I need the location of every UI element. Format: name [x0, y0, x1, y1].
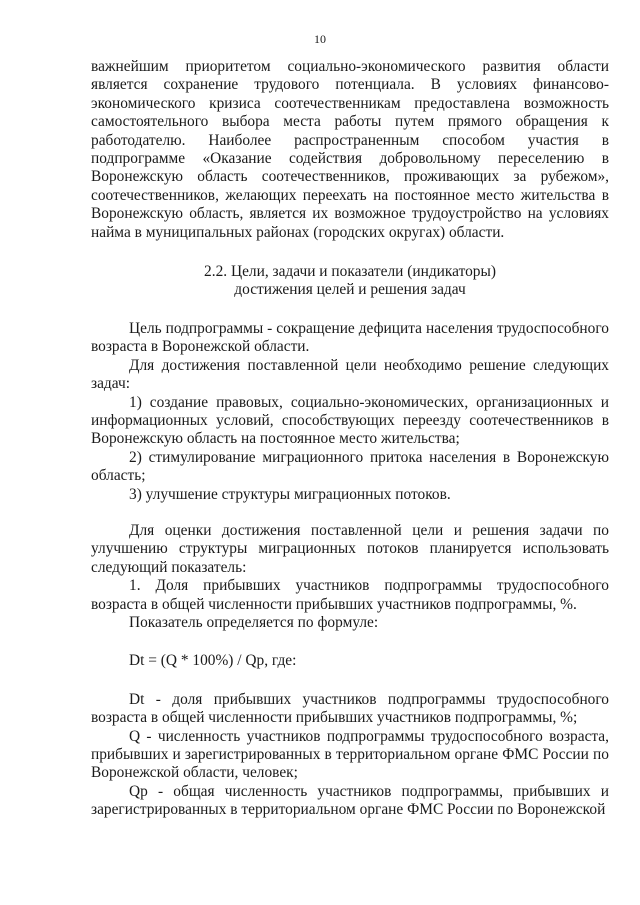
page-number: 10: [314, 32, 326, 46]
paragraph-tasks-intro: Для достижения поставленной цели необходимо решение следующих задач:: [91, 356, 609, 393]
section-heading-line2: достижения целей и решения задач: [234, 281, 466, 299]
section-heading: [91, 263, 609, 300]
paragraph-formula-intro: Показатель определяется по формуле:: [129, 613, 379, 631]
definition-q: Q - численность участников подпрограммы трудоспособного возраста, прибывших и зарегистрированных в территориальном органе ФМС России по Воронежской области, человек;: [91, 727, 609, 782]
document-body: [91, 58, 609, 820]
paragraph-intro: важнейшим приоритетом социально-экономического развития области является сохранение трудового потенциала. В условиях финансово-экономического кризиса соотечественникам предоставлена возможность самостоятельного выбора места работы путем прямого обращения к работодателю. Наиболее распространенным способом участия в подпрограмме «Оказание содействия добровольному переселению в Воронежскую область соотечественников, проживающих за рубежом», соотечественников, желающих переехать на постоянное место жительства в Воронежскую область, является их возможное трудоустройство на условиях найма в муниципальных районах (городских округах) области.: [91, 58, 609, 241]
definition-dt: Dt - доля прибывших участников подпрограммы трудоспособного возраста в общей численности прибывших участников подпрограммы, %;: [91, 690, 609, 727]
task-item-2: 2) стимулирование миграционного притока населения в Воронежскую область;: [91, 448, 609, 485]
definition-qp: Qp - общая численность участников подпрограммы, прибывших и зарегистрированных в территориальном органе ФМС России по Воронежской: [91, 782, 609, 819]
indicator-item-1: 1. Доля прибывших участников подпрограммы трудоспособного возраста в общей численности прибывших участников подпрограммы, %.: [91, 577, 609, 613]
task-item-1: 1) создание правовых, социально-экономических, организационных и информационных условий, способствующих переезду соотечественников в Воронежскую область на постоянное место жительства;: [91, 393, 609, 448]
section-heading-line1: 2.2. Цели, задачи и показатели (индикаторы): [204, 263, 496, 281]
formula: Dt = (Q * 100%) / Qp, где:: [129, 652, 297, 670]
task-item-3: 3) улучшение структуры миграционных потоков.: [129, 485, 451, 503]
paragraph-goal: Цель подпрограммы - сокращение дефицита населения трудоспособного возраста в Воронежской области.: [91, 319, 609, 356]
paragraph-indicator-intro: Для оценки достижения поставленной цели и решения задачи по улучшению структуры миграционных потоков планируется использовать следующий показатель:: [91, 521, 609, 576]
